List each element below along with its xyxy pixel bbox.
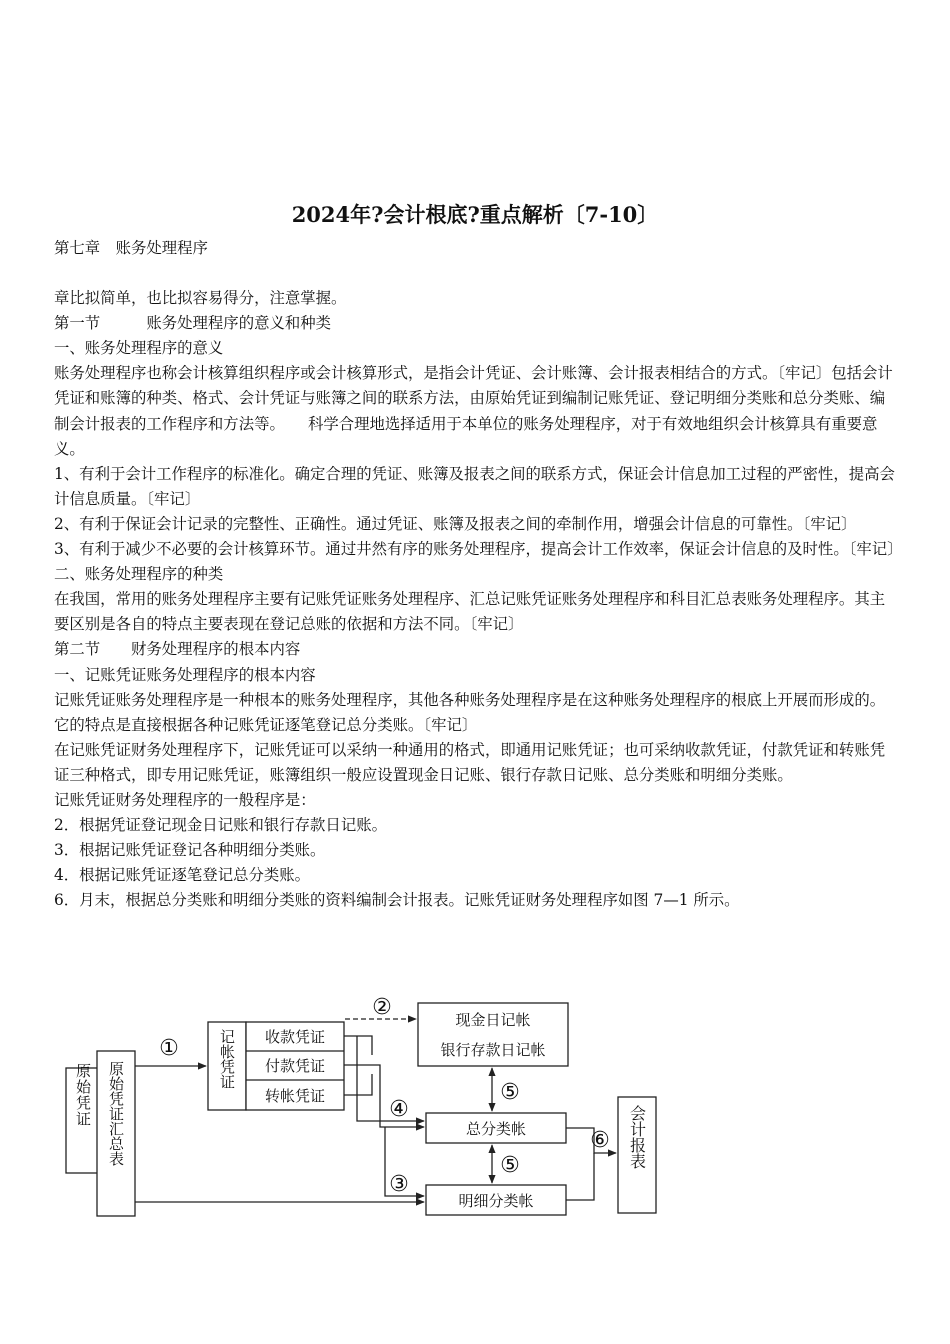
list-item: 2．根据凭证登记现金日记账和银行存款日记账。 — [54, 816, 387, 835]
page-title: 2024年?会计根底?重点解析〔7-10〕 — [291, 202, 659, 227]
subsection-heading: 二、账务处理程序的种类 — [54, 565, 224, 584]
transfer-voucher-label: 转帐凭证 — [264, 1087, 326, 1105]
chapter-heading: 第七章 账务处理程序 — [54, 239, 208, 257]
bank-journal-label: 银行存款日记帐 — [440, 1041, 546, 1059]
voucher-summary-label: 原始凭证汇总表 — [107, 1061, 125, 1166]
step-3-marker: ③ — [389, 1172, 409, 1197]
payment-voucher-label: 付款凭证 — [264, 1057, 326, 1075]
section-heading: 第一节 账务处理程序的意义和种类 — [54, 314, 332, 333]
step-5-marker-lower: ⑤ — [500, 1153, 520, 1178]
step-6-marker: ⑥ — [590, 1128, 610, 1153]
general-ledger-label: 总分类帐 — [465, 1120, 527, 1138]
document-body — [54, 236, 903, 913]
list-item: 4．根据记账凭证逐笔登记总分类账。 — [54, 866, 311, 885]
subsidiary-ledger-label: 明细分类帐 — [458, 1192, 534, 1210]
paragraph: 1、有利于会计工作程序的标准化。确定合理的凭证、账簿及报表之间的联系方式，保证会计信息加工过程的严密性，提高会计信息质量。〔牢记〕 — [54, 464, 895, 508]
original-voucher-label: 原始凭证 — [74, 1063, 92, 1127]
flow-diagram — [60, 995, 660, 1220]
step-4-marker: ④ — [389, 1097, 409, 1122]
financial-report-label: 会计报表 — [627, 1105, 647, 1169]
step-2-marker: ② — [372, 995, 392, 1020]
paragraph: 2、有利于保证会计记录的完整性、正确性。通过凭证、账簿及报表之间的牵制作用，增强会计信息的可靠性。〔牢记〕 — [54, 514, 857, 533]
step-1-marker: ① — [159, 1036, 179, 1061]
receipt-voucher-label: 收款凭证 — [264, 1028, 326, 1046]
paragraph: 章比拟简单，也比拟容易得分，注意掌握。 — [54, 289, 347, 308]
paragraph: 记账凭证账务处理程序是一种根本的账务处理程序，其他各种账务处理程序是在这种账务处理程序的根底上开展而形成的。它的特点是直接根据各种记账凭证逐笔登记总分类账。〔牢记〕 — [54, 690, 886, 734]
list-item: 3．根据记账凭证登记各种明细分类账。 — [54, 841, 326, 860]
paragraph: 3、有利于减少不必要的会计核算环节。通过井然有序的账务处理程序，提高会计工作效率，保证会计信息的及时性。〔牢记〕 — [54, 540, 903, 559]
subsection-heading: 一、账务处理程序的意义 — [54, 339, 224, 358]
subsection-heading: 一、记账凭证账务处理程序的根本内容 — [54, 665, 316, 684]
step-5-marker-upper: ⑤ — [500, 1080, 520, 1105]
flow-diagram-svg — [60, 995, 660, 1220]
paragraph: 在我国，常用的账务处理程序主要有记账凭证账务处理程序、汇总记账凭证账务处理程序和科目汇总表账务处理程序。其主要区别是各自的特点主要表现在登记总账的依据和方法不同。〔牢记〕 — [54, 590, 886, 634]
accounting-voucher-label: 记帐凭证 — [218, 1029, 236, 1089]
list-item: 6．月末，根据总分类账和明细分类账的资料编制会计报表。记账凭证财务处理程序如图 7—1 所示。 — [54, 891, 740, 910]
section-heading: 第二节 财务处理程序的根本内容 — [54, 640, 301, 659]
paragraph: 账务处理程序也称会计核算组织程序或会计核算形式，是指会计凭证、会计账簿、会计报表相结合的方式。〔牢记〕包括会计凭证和账簿的种类、格式、会计凭证与账簿之间的联系方法，由原始凭证到编制记账凭证、登记明细分类账和总分类账、编制会计报表的工作程序和方法等。 科学合理地选择适用于本单位的账务处理程序，对于有效地组织会计核算具有重要意义。 — [54, 364, 893, 458]
paragraph: 记账凭证财务处理程序的一般程序是： — [54, 790, 316, 809]
paragraph: 在记账凭证财务处理程序下，记账凭证可以采纳一种通用的格式，即通用记账凭证；也可采纳收款凭证，付款凭证和转账凭证三种格式，即专用记账凭证，账簿组织一般应设置现金日记账、银行存款日记账、总分类账和明细分类账。 — [54, 740, 886, 784]
cash-journal-label: 现金日记帐 — [455, 1011, 531, 1029]
blank-line — [54, 261, 896, 286]
